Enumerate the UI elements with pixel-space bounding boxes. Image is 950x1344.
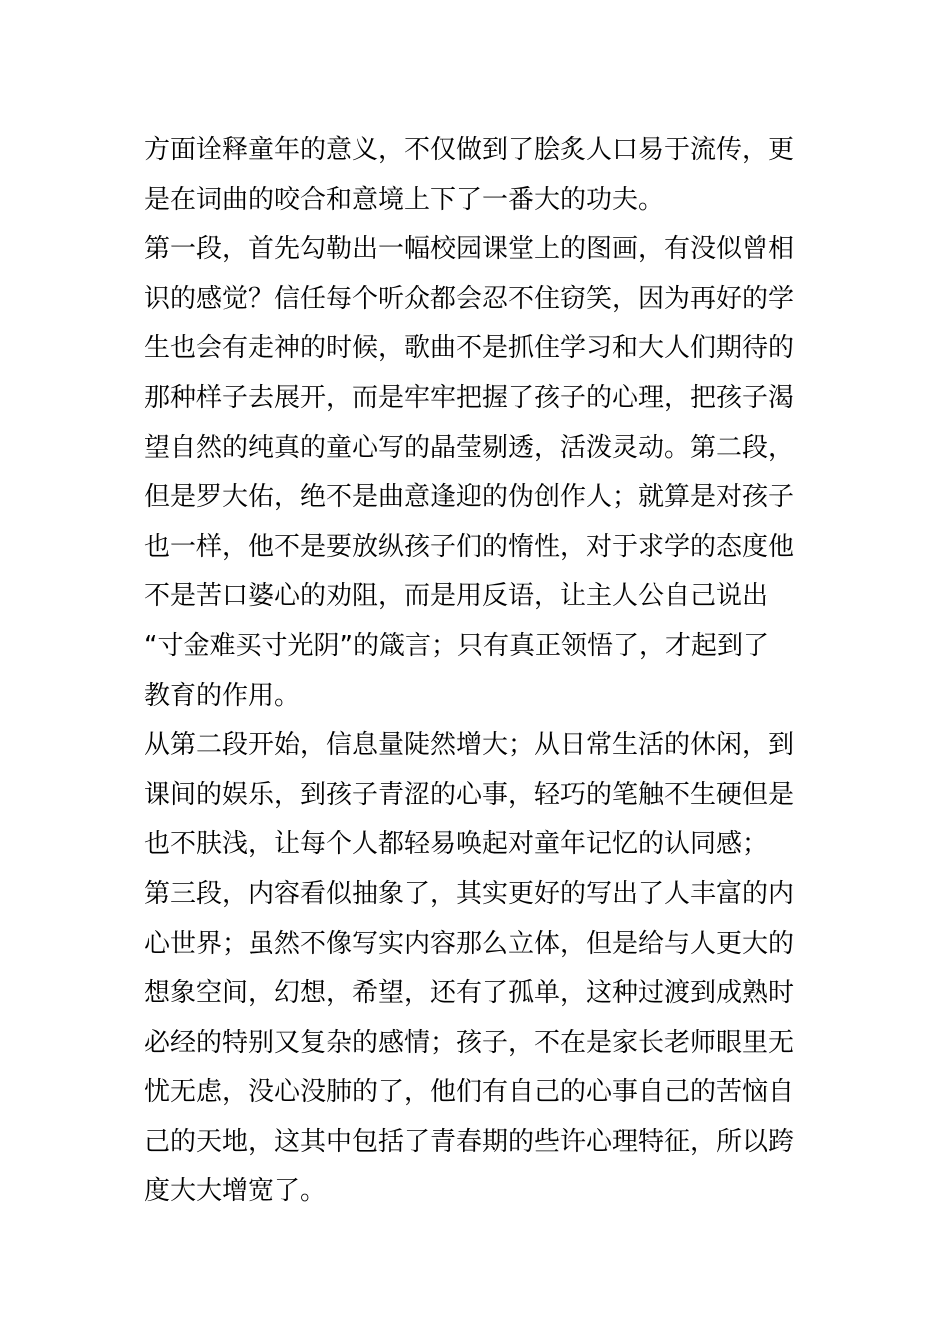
- text-line: 那种样子去展开，而是牢牢把握了孩子的心理，把孩子渴: [144, 382, 795, 413]
- text-line: 望自然的纯真的童心写的晶莹剔透，活泼灵动。第二段，: [144, 432, 795, 463]
- body-text: [144, 126, 794, 1217]
- text-line: 心世界；虽然不像写实内容那么立体，但是给与人更大的: [144, 928, 795, 959]
- text-line: 但是罗大佑，绝不是曲意逢迎的伪创作人；就算是对孩子: [144, 482, 795, 513]
- text-line: 生也会有走神的时候，歌曲不是抓住学习和大人们期待的: [144, 333, 795, 364]
- text-line: 必经的特别又复杂的感情；孩子，不在是家长老师眼里无: [144, 1027, 795, 1058]
- text-line: 己的天地，这其中包括了青春期的些许心理特征，所以跨: [144, 1126, 795, 1157]
- text-line: 识的感觉？信任每个听众都会忍不住窃笑，因为再好的学: [144, 283, 795, 314]
- text-line: 也不肤浅，让每个人都轻易唤起对童年记忆的认同感；: [144, 829, 769, 860]
- text-line: 第三段，内容看似抽象了，其实更好的写出了人丰富的内: [144, 878, 795, 909]
- text-line: 从第二段开始，信息量陡然增大；从日常生活的休闲，到: [144, 730, 795, 761]
- text-line: 也一样，他不是要放纵孩子们的惰性，对于求学的态度他: [144, 531, 795, 562]
- text-line: 教育的作用。: [144, 680, 301, 711]
- text-line: “寸金难买寸光阴”的箴言；只有真正领悟了，才起到了: [144, 630, 769, 661]
- text-line: 度大大增宽了。: [144, 1176, 327, 1207]
- text-line: 想象空间，幻想，希望，还有了孤单，这种过渡到成熟时: [144, 978, 795, 1009]
- text-line: 课间的娱乐，到孩子青涩的心事，轻巧的笔触不生硬但是: [144, 779, 795, 810]
- text-line: 是在词曲的咬合和意境上下了一番大的功夫。: [144, 184, 665, 215]
- text-line: 方面诠释童年的意义，不仅做到了脍炙人口易于流传，更: [144, 135, 795, 165]
- text-line: 不是苦口婆心的劝阻，而是用反语，让主人公自己说出: [144, 581, 769, 612]
- text-line: 忧无虑，没心没肺的了，他们有自己的心事自己的苦恼自: [144, 1077, 795, 1108]
- text-line: 第一段，首先勾勒出一幅校园课堂上的图画，有没似曾相: [144, 234, 795, 265]
